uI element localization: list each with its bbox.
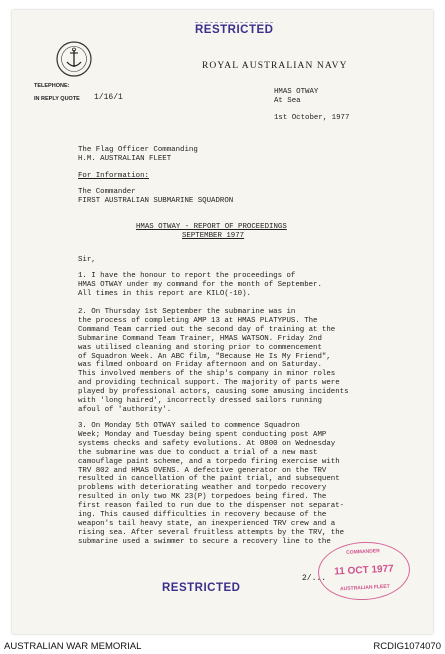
text-line: 3. On Monday 5th OTWAY sailed to commence Squadron xyxy=(78,422,300,430)
archive-reference: RCDIG1074070 xyxy=(373,640,441,652)
reply-quote-label: IN REPLY QUOTE xyxy=(34,96,80,102)
letterhead-title: ROYAL AUSTRALIAN NAVY xyxy=(202,61,348,71)
text-line: All times in this report are KILO(-10). xyxy=(78,289,251,298)
info-line1: The Commander xyxy=(78,188,136,196)
text-line: and providing technical support. The majority of parts were xyxy=(78,379,340,388)
text-line: weapon's tail heavy state, an inexperienced TRV crew and a xyxy=(78,519,336,528)
reply-reference: 1/16/1 xyxy=(94,93,123,102)
text-line: problems with deteriorating weather and torpedo recovery xyxy=(78,484,327,493)
ship-name: HMAS OTWAY xyxy=(274,88,319,96)
addressee-line2: H.M. AUSTRALIAN FLEET xyxy=(78,155,172,163)
ship-location: At Sea xyxy=(274,97,301,105)
text-line: This involved members of the ship's company in minor roles xyxy=(78,370,336,379)
text-line: the submarine was due to conduct a trial of a new mast xyxy=(78,448,318,457)
restricted-stamp-top: RESTRICTED xyxy=(195,24,274,36)
paragraph-3 xyxy=(78,422,418,547)
archive-name: AUSTRALIAN WAR MEMORIAL xyxy=(4,640,142,652)
text-line: resulted in only two MK 23(P) torpedoes being fired. The xyxy=(78,493,327,502)
text-line: was utilised cleaning and storing prior to commencement xyxy=(78,343,322,352)
text-line: of Squadron Week. An ABC film, "Because He Is My Friend", xyxy=(78,352,331,361)
text-line: was filmed onboard on Friday afternoon and on Saturday. xyxy=(78,361,322,370)
text-line: submarine used a swimmer to secure a recovery line to the xyxy=(78,537,331,546)
text-line: Command Team carried out the second day of training at the xyxy=(78,325,336,334)
text-line: systems checks and safety evolutions. At 0800 on Wednesday xyxy=(78,439,336,448)
received-stamp-date: 11 OCT 1977 xyxy=(333,563,394,578)
continuation-marker: 2/... xyxy=(302,574,327,583)
text-line: Submarine Command Team Trainer, HMAS WATSON. Friday 2nd xyxy=(78,334,322,343)
text-line: Week; Monday and Tuesday being spent conducting post AMP xyxy=(78,430,327,439)
text-line: ing. This caused difficulties in recovery because of the xyxy=(78,511,327,520)
addressee-line1: The Flag Officer Commanding xyxy=(78,146,198,154)
paragraph-1 xyxy=(78,272,418,299)
subject-line2: SEPTEMBER 1977 xyxy=(182,232,245,240)
text-line: the process of completing AMP 13 at HMAS PLATYPUS. The xyxy=(78,316,318,325)
document-page xyxy=(12,10,433,634)
telephone-label: TELEPHONE: xyxy=(34,83,70,89)
info-heading: For Information: xyxy=(78,172,149,180)
text-line: HMAS OTWAY under my command for the month of September. xyxy=(78,280,322,289)
navy-crest-icon xyxy=(55,40,93,78)
received-stamp-top: COMMANDER xyxy=(346,548,380,556)
paragraph-2 xyxy=(78,308,418,415)
text-line: 1. I have the honour to report the proceedings of xyxy=(78,272,296,280)
subject-line1: HMAS OTWAY - REPORT OF PROCEEDINGS xyxy=(136,223,287,231)
restricted-stamp-bottom: RESTRICTED xyxy=(162,582,241,594)
text-line: afoul of 'authority'. xyxy=(78,405,172,414)
salutation: Sir, xyxy=(78,256,96,264)
text-line: 2. On Thursday 1st September the submarine was in xyxy=(78,308,296,316)
text-line: camouflage paint scheme, and a torpedo firing exercise with xyxy=(78,457,340,466)
text-line: played by professional actors, causing some amusing incidents xyxy=(78,388,349,397)
archive-footer xyxy=(0,638,445,654)
letter-date: 1st October, 1977 xyxy=(274,114,350,122)
text-line: rising sea. After several fruitless attempts by the TRV, the xyxy=(78,528,345,537)
text-line: with 'long haired', incorrectly dressed sailors running xyxy=(78,397,322,406)
text-line: first reason failed to run due to the dispenser not separat- xyxy=(78,502,345,511)
text-line: TRV 802 and HMAS OVENS. A defective generator on the TRV xyxy=(78,466,327,475)
text-line: resulted in cancellation of the paint trial, and subsequent xyxy=(78,475,340,484)
received-stamp xyxy=(317,540,412,603)
received-stamp-bottom: AUSTRALIAN FLEET xyxy=(339,583,390,593)
info-line2: FIRST AUSTRALIAN SUBMARINE SQUADRON xyxy=(78,197,234,205)
